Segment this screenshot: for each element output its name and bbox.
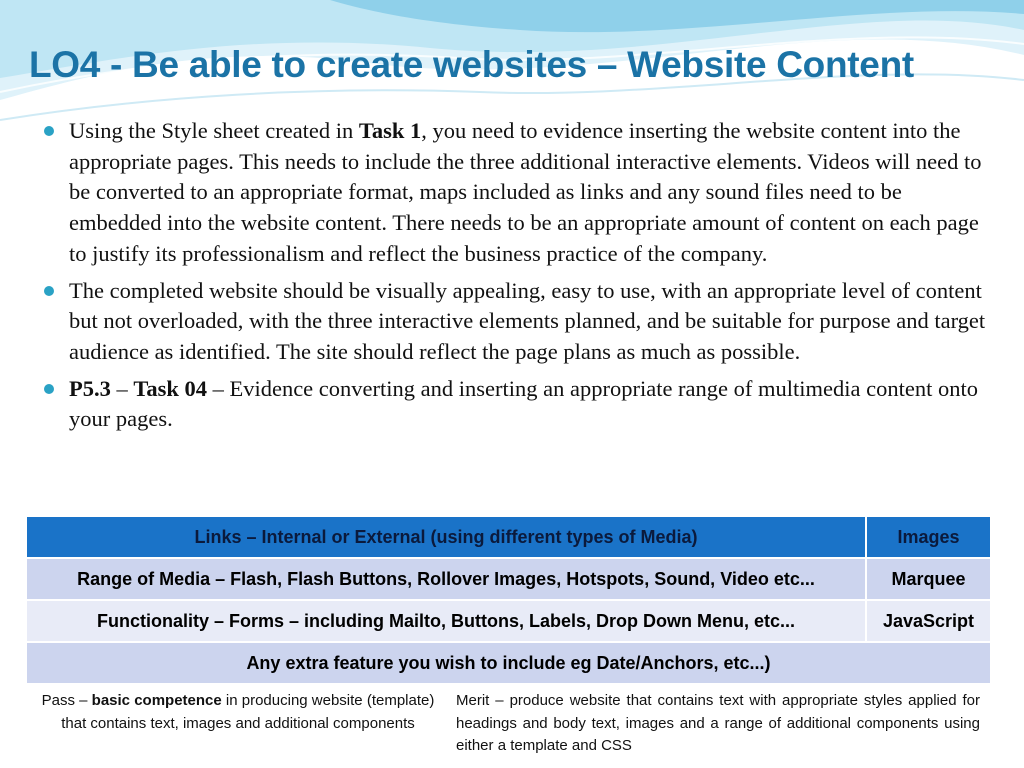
bullet-text: – Evidence converting and inserting an appropriate range of multimedia content onto your pages. (69, 375, 978, 432)
bullet-item (44, 116, 994, 270)
bullet-dot-icon (44, 384, 54, 394)
bullet-dot-icon (44, 286, 54, 296)
bullet-list (44, 116, 994, 441)
table-row (26, 642, 991, 684)
merit-criteria: Merit – produce website that contains text with appropriate styles applied for headings and body text, images and a range of additional components using either a template and CSS (456, 692, 980, 754)
table-cell: Marquee (866, 558, 991, 600)
pass-label: Pass – (41, 692, 92, 709)
table-row (26, 516, 991, 558)
bullet-text: The completed website should be visually appealing, easy to use, with an appropriate level of content but not overloaded, with the three interactive elements planned, and be suitable for purpose and target audience as identified. The site should reflect the page plans as much as possible. (69, 277, 986, 364)
bullet-bold-text: P5.3 (69, 375, 111, 401)
bullet-bold-text: Task 1 (358, 118, 422, 143)
table-row (26, 600, 991, 642)
bullet-text: – (110, 375, 134, 401)
pass-criteria (36, 690, 440, 735)
slide-title: LO4 - Be able to create websites – Website Content (29, 44, 914, 85)
table-cell: JavaScript (866, 600, 991, 642)
bullet-item (44, 374, 994, 435)
table-cell: Any extra feature you wish to include eg Date/Anchors, etc...) (26, 642, 991, 684)
criteria-table (25, 515, 992, 685)
bullet-item (44, 276, 994, 368)
table-cell: Links – Internal or External (using different types of Media) (26, 516, 866, 558)
bullet-dot-icon (44, 126, 54, 136)
table-row (26, 558, 991, 600)
table-cell: Images (866, 516, 991, 558)
table-cell: Functionality – Forms – including Mailto, Buttons, Labels, Drop Down Menu, etc... (26, 600, 866, 642)
table-cell: Range of Media – Flash, Flash Buttons, Rollover Images, Hotspots, Sound, Video etc... (26, 558, 866, 600)
pass-bold-text: basic competence (91, 692, 222, 709)
bullet-bold-text: Task 04 (133, 375, 207, 401)
pass-text: in producing website (template) that contains text, images and additional components (61, 692, 435, 732)
bullet-text: , you need to evidence inserting the website content into the appropriate pages. This needs to include the three additional interactive elements. Videos will need to be converted to an appropriate format, maps included as links and any sound files need to be embedded into the website content. There needs to be an appropriate amount of content on each page to justify its professionalism and reflect the business practice of the company. (69, 118, 982, 266)
bullet-text: Using the Style sheet created in (69, 118, 359, 143)
